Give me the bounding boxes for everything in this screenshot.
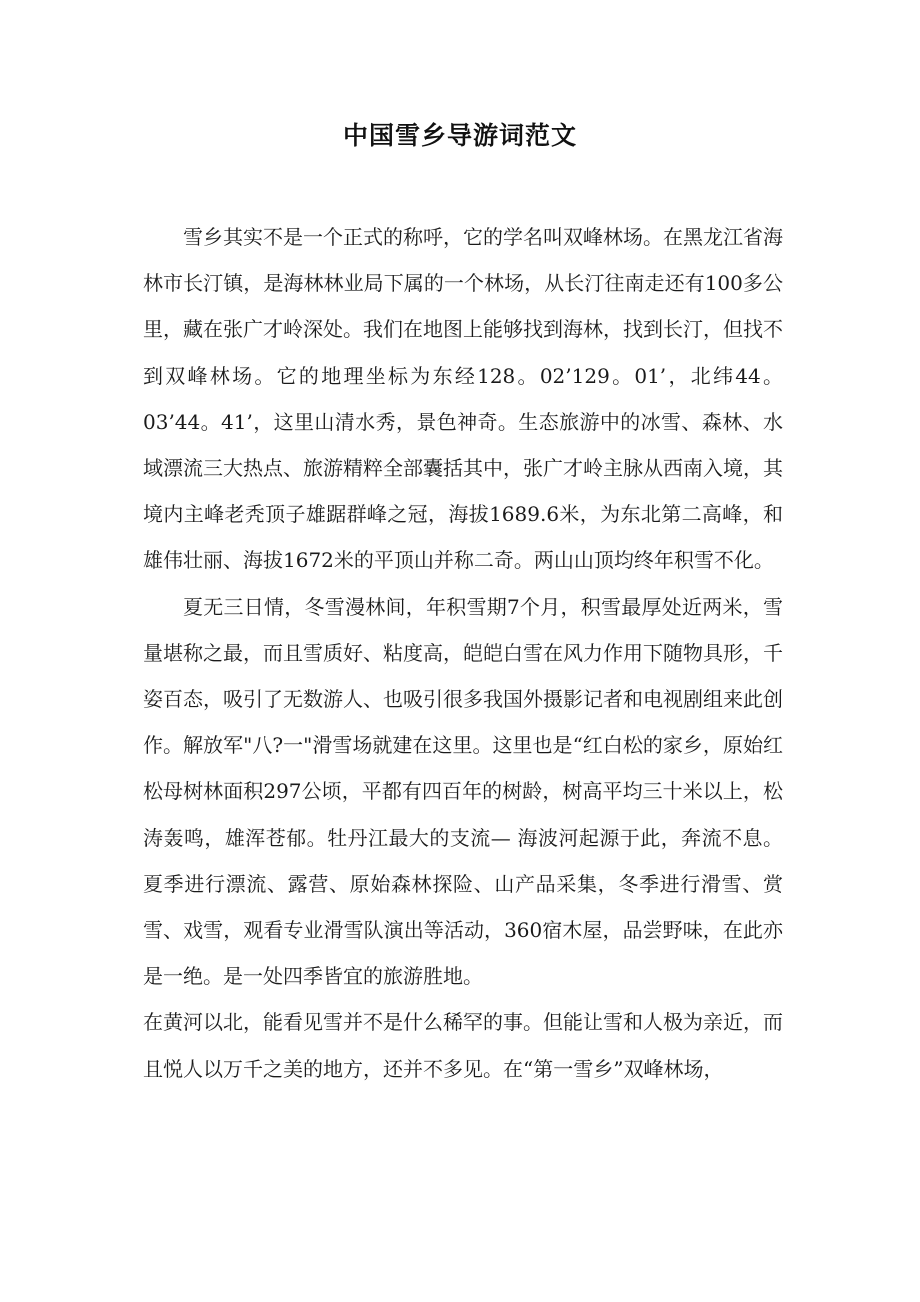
paragraph-1: 雪乡其实不是一个正式的称呼，它的学名叫双峰林场。在黑龙江省海林市长汀镇，是海林林业局下属的一个林场，从长汀往南走还有100多公里，藏在张广才岭深处。我们在地图上能够找到海林，找到长汀，但找不到双峰林场。它的地理坐标为东经128。02’129。01’，北纬44。03’44。41’，这里山清水秀，景色神奇。生态旅游中的冰雪、森林、水域漂流三大热点、旅游精粹全部囊括其中，张广才岭主脉从西南入境，其境内主峰老秃顶子雄踞群峰之冠，海拔1689.6米，为东北第二高峰，和雄伟壮丽、海拔1672米的平顶山并称二奇。两山山顶均终年积雪不化。 (143, 225, 783, 573)
paragraph-2: 夏无三日情，冬雪漫林间，年积雪期7个月，积雪最厚处近两米，雪量堪称之最，而且雪质好、粘度高，皑皑白雪在风力作用下随物具形，千姿百态，吸引了无数游人、也吸引很多我国外摄影记者和电视剧组来此创作。解放军"八?一"滑雪场就建在这里。这里也是“红白松的家乡，原始红松母树林面积297公顷，平都有四百年的树龄，树高平均三十米以上，松涛轰鸣，雄浑苍郁。牡丹江最大的支流— 海波河起源于此，奔流不息。夏季进行漂流、露营、原始森林探险、山产品采集，冬季进行滑雪、赏雪、戏雪，观看专业滑雪队演出等活动，360宿木屋，品尝野味，在此亦是一绝。是一处四季皆宜的旅游胜地。 (143, 594, 783, 989)
paragraph-3: 在黄河以北，能看见雪并不是什么稀罕的事。但能让雪和人极为亲近，而且悦人以万千之美的地方，还并不多见。在“第一雪乡”双峰林场， (143, 1010, 783, 1081)
document-title: 中国雪乡导游词范文 (342, 121, 577, 150)
document-body (143, 214, 783, 1092)
